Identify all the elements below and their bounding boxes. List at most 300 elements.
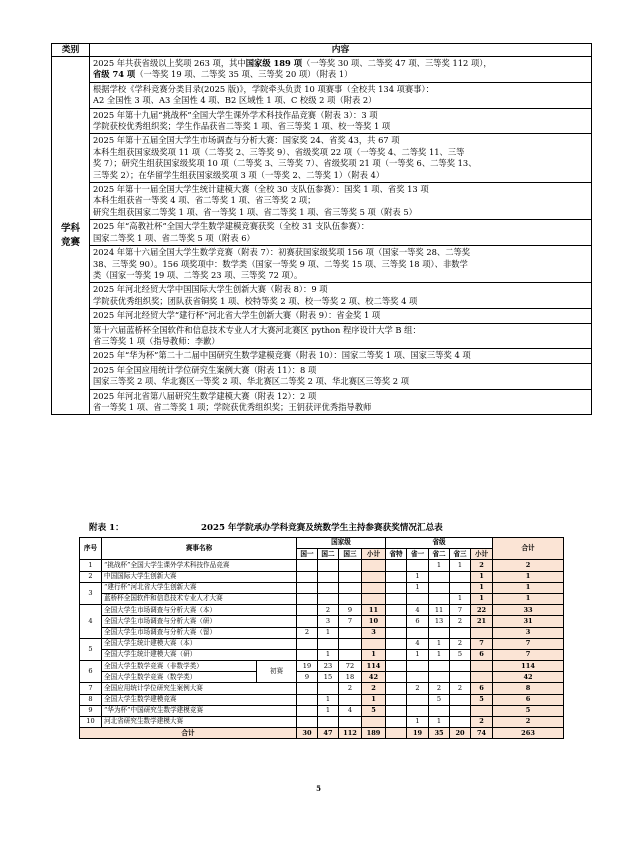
count-cell xyxy=(339,649,362,660)
appendix-title: 2025 年学院承办学科竞赛及统数学生主持参赛获奖情况汇总表 xyxy=(201,523,443,533)
national-header: 国家级 xyxy=(297,538,386,549)
count-cell xyxy=(450,672,471,683)
content-line xyxy=(93,147,588,158)
content-text: 2025 年第十九届“挑战杯”全国大学生课外学术科技作品竞赛（附表 3）：3 项 xyxy=(93,109,378,120)
count-cell: 4 xyxy=(339,705,362,716)
appendix-caption xyxy=(89,521,559,535)
total-count-cell: 35 xyxy=(429,728,450,739)
content-text: 2025 年第十一届全国大学生统计建模大赛（全校 30 支队伍参赛）：国奖 1 项、省奖 13 项 xyxy=(93,184,429,195)
count-cell: 4 xyxy=(407,605,429,616)
count-cell xyxy=(318,560,339,571)
national-subheader: 国二 xyxy=(318,549,339,560)
content-text: 省三等奖 1 项（指导教师：李歉） xyxy=(93,335,220,346)
count-cell: 1 xyxy=(429,560,450,571)
count-cell: 7 xyxy=(471,638,493,649)
table-row xyxy=(80,661,564,672)
competition-name-cell: “建行杯”河北省大学生创新大赛 xyxy=(102,582,297,593)
seq-header: 序号 xyxy=(80,538,102,560)
count-cell: 6 xyxy=(471,683,493,694)
competition-name-cell: 蓝桥杯全国软件和信息技术专业人才大赛 xyxy=(102,593,297,604)
award-summary-table xyxy=(79,537,564,739)
content-text: 国家三等奖 2 项、华北赛区一等奖 2 项、华北赛区二等奖 2 项、华北赛区三等奖 2 项 xyxy=(93,376,410,387)
count-cell: 2 xyxy=(450,616,471,627)
content-table-header-row xyxy=(52,44,592,57)
content-cell xyxy=(90,246,592,283)
table-row xyxy=(80,705,564,716)
content-row xyxy=(52,349,592,363)
summary-header-row-1 xyxy=(80,538,564,549)
content-row xyxy=(52,183,592,220)
content-text: （一等奖 30 项、二等奖 47 项、三等奖 112 项）， xyxy=(302,58,492,68)
content-text: 2025 年“华为杯”第二十二届中国研究生数学建模竞赛（附表 10）：国家二等奖 1 项、国家三等奖 4 项 xyxy=(93,350,471,361)
page-number: 5 xyxy=(316,784,321,793)
count-cell: 3 xyxy=(362,627,386,638)
count-cell xyxy=(297,705,318,716)
count-cell xyxy=(318,683,339,694)
content-text: 2025 年河北经贸大学中国国际大学生创新大赛（附表 8）：9 项 xyxy=(93,284,328,295)
content-line xyxy=(93,233,588,244)
highlight-text: 国家级 189 项 xyxy=(245,58,303,68)
content-text: 省一等奖 1 项、省二等奖 1 项；学院获优秀组织奖；王钥获评优秀指导教师 xyxy=(93,401,372,412)
count-cell: 2 xyxy=(450,638,471,649)
count-cell: 72 xyxy=(339,661,362,672)
count-cell xyxy=(407,560,429,571)
content-line xyxy=(93,296,588,307)
total-row xyxy=(80,728,564,739)
count-cell: 5 xyxy=(429,694,450,705)
count-cell xyxy=(407,627,429,638)
content-row xyxy=(52,309,592,323)
seq-cell: 3 xyxy=(80,582,102,604)
competition-name-cell: 全国大学生市场调查与分析大赛（研） xyxy=(102,616,297,627)
count-cell: 1 xyxy=(407,582,429,593)
count-cell: 114 xyxy=(493,661,564,672)
count-cell: 2 xyxy=(318,605,339,616)
content-line xyxy=(93,365,588,376)
count-cell: 42 xyxy=(362,672,386,683)
count-cell xyxy=(429,672,450,683)
count-cell xyxy=(339,638,362,649)
table-row xyxy=(80,582,564,593)
table-row xyxy=(80,605,564,616)
count-cell: 2 xyxy=(407,683,429,694)
total-header: 合计 xyxy=(493,538,564,560)
content-text: 学院获优秀组织奖；团队获省铜奖 1 项、校特等奖 2 项、校一等奖 2 项、校二等奖 4 项 xyxy=(93,295,418,306)
count-cell: 9 xyxy=(339,605,362,616)
count-cell xyxy=(386,672,407,683)
content-cell xyxy=(90,57,592,83)
count-cell: 1 xyxy=(429,717,450,728)
content-line xyxy=(93,221,588,232)
competition-name-cell: “华为杯”中国研究生数学建模竞赛 xyxy=(102,705,297,716)
table-row xyxy=(80,649,564,660)
count-cell xyxy=(362,582,386,593)
count-cell xyxy=(297,616,318,627)
content-row xyxy=(52,283,592,309)
count-cell: 42 xyxy=(493,672,564,683)
content-line xyxy=(93,391,588,402)
count-cell: 2 xyxy=(471,717,493,728)
highlight-text: 省级 74 项 xyxy=(93,69,136,80)
content-line xyxy=(93,310,588,321)
content-line xyxy=(93,110,588,121)
content-row xyxy=(52,108,592,134)
count-cell xyxy=(450,717,471,728)
content-text: 研究生组获国家二等奖 1 项、省一等奖 1 项、省二等奖 1 项、省三等奖 5 项（附表 5） xyxy=(93,206,417,217)
count-cell xyxy=(429,582,450,593)
content-text: 2025 年第十五届全国大学生市场调查与分析大赛：国家奖 24、省奖 43，共 67 项 xyxy=(93,135,400,146)
count-cell xyxy=(297,593,318,604)
count-cell xyxy=(450,627,471,638)
content-text: 2025 年“高教社杯”全国大学生数学建模竞赛获奖（全校 31 支队伍参赛）： xyxy=(93,221,370,232)
seq-cell: 4 xyxy=(80,605,102,639)
count-cell xyxy=(386,560,407,571)
content-text: 类（国家一等奖 19 项、二等奖 23 项、三等奖 72 项）。 xyxy=(93,269,303,280)
total-count-cell: 19 xyxy=(407,728,429,739)
provincial-subheader: 省二 xyxy=(429,549,450,560)
count-cell xyxy=(450,571,471,582)
content-line xyxy=(93,195,588,206)
count-cell: 3 xyxy=(318,616,339,627)
total-count-cell: 112 xyxy=(339,728,362,739)
content-line xyxy=(93,58,588,69)
count-cell: 6 xyxy=(493,694,564,705)
count-cell xyxy=(318,582,339,593)
count-cell xyxy=(386,649,407,660)
seq-cell: 10 xyxy=(80,717,102,728)
count-cell xyxy=(297,560,318,571)
content-row xyxy=(52,323,592,349)
seq-cell: 9 xyxy=(80,705,102,716)
count-cell: 5 xyxy=(362,705,386,716)
competition-name-cell: 中国国际大学生创新大赛 xyxy=(102,571,297,582)
count-cell xyxy=(318,717,339,728)
count-cell: 4 xyxy=(407,638,429,649)
count-cell xyxy=(339,717,362,728)
content-line xyxy=(93,402,588,413)
count-cell xyxy=(386,627,407,638)
count-cell: 3 xyxy=(493,627,564,638)
count-cell xyxy=(362,571,386,582)
count-cell xyxy=(339,694,362,705)
count-cell: 1 xyxy=(471,593,493,604)
count-cell xyxy=(471,661,493,672)
count-cell xyxy=(297,605,318,616)
count-cell xyxy=(471,627,493,638)
total-count-cell: 263 xyxy=(493,728,564,739)
count-cell xyxy=(450,694,471,705)
appendix-label: 附表 1： xyxy=(89,523,124,533)
content-row xyxy=(52,82,592,108)
content-line xyxy=(93,284,588,295)
competition-name-cell: 全国大学生市场调查与分析大赛（本） xyxy=(102,605,297,616)
count-cell xyxy=(429,661,450,672)
content-row xyxy=(52,220,592,246)
count-cell xyxy=(339,582,362,593)
count-cell: 5 xyxy=(450,649,471,660)
count-cell: 7 xyxy=(493,649,564,660)
content-text: 三等奖 2）；在华留学生组获国家级奖项 3 项（一等奖 2、二等奖 1）（附表 4） xyxy=(93,169,385,180)
count-cell xyxy=(386,694,407,705)
count-cell xyxy=(386,582,407,593)
content-cell xyxy=(90,323,592,349)
table-row xyxy=(80,694,564,705)
count-cell xyxy=(297,717,318,728)
competition-name-cell: 全国大学生市场调查与分析大赛（留） xyxy=(102,627,297,638)
competition-name-cell: 全国大学生数学竞赛（非数学类） xyxy=(102,661,257,672)
content-text: 2025 年河北省第八届研究生数学建模大赛（附表 12）：2 项 xyxy=(93,390,317,401)
content-line xyxy=(93,247,588,258)
count-cell: 13 xyxy=(429,616,450,627)
count-cell: 6 xyxy=(471,649,493,660)
count-cell: 1 xyxy=(407,571,429,582)
content-line xyxy=(93,121,588,132)
count-cell: 11 xyxy=(362,605,386,616)
count-cell xyxy=(471,705,493,716)
count-cell: 1 xyxy=(471,582,493,593)
content-line xyxy=(93,336,588,347)
content-row xyxy=(52,57,592,83)
total-count-cell: 30 xyxy=(297,728,318,739)
count-cell xyxy=(362,638,386,649)
competition-name-cell: 全国大学生数学建模竞赛 xyxy=(102,694,297,705)
count-cell xyxy=(297,694,318,705)
content-line xyxy=(93,69,588,80)
count-cell: 1 xyxy=(493,571,564,582)
content-text: 2025 年共获省级以上奖项 263 项，其中 xyxy=(93,58,246,68)
count-cell: 1 xyxy=(429,649,450,660)
table-row xyxy=(80,672,564,683)
count-cell xyxy=(318,571,339,582)
national-subheader: 国三 xyxy=(339,549,362,560)
count-cell: 8 xyxy=(493,683,564,694)
content-cell xyxy=(90,108,592,134)
content-row xyxy=(52,246,592,283)
count-cell xyxy=(362,560,386,571)
content-row xyxy=(52,134,592,183)
count-cell xyxy=(339,593,362,604)
count-cell xyxy=(429,571,450,582)
count-cell: 5 xyxy=(493,705,564,716)
count-cell xyxy=(297,649,318,660)
name-header: 赛事名称 xyxy=(102,538,297,560)
count-cell xyxy=(297,683,318,694)
count-cell: 1 xyxy=(493,582,564,593)
content-line xyxy=(93,158,588,169)
total-label-cell: 合计 xyxy=(80,728,297,739)
count-cell xyxy=(407,593,429,604)
count-cell: 11 xyxy=(429,605,450,616)
content-line xyxy=(93,207,588,218)
count-cell xyxy=(386,605,407,616)
count-cell: 22 xyxy=(471,605,493,616)
table-row xyxy=(80,627,564,638)
count-cell xyxy=(450,661,471,672)
content-line xyxy=(93,376,588,387)
competition-name-cell: 全国大学生数学竞赛（数学类） xyxy=(102,672,257,683)
total-count-cell: 47 xyxy=(318,728,339,739)
competition-content-table xyxy=(51,43,592,415)
count-cell: 2 xyxy=(493,560,564,571)
total-count-cell: 20 xyxy=(450,728,471,739)
count-cell: 7 xyxy=(493,638,564,649)
count-cell: 2 xyxy=(471,560,493,571)
count-cell xyxy=(362,593,386,604)
count-cell: 1 xyxy=(407,717,429,728)
count-cell xyxy=(297,582,318,593)
count-cell xyxy=(297,571,318,582)
provincial-subheader: 省一 xyxy=(407,549,429,560)
content-line xyxy=(93,84,588,95)
content-line xyxy=(93,95,588,106)
content-text: 第十六届蓝桥杯全国软件和信息技术专业人才大赛河北赛区 python 程序设计大学 B 组： xyxy=(93,324,421,335)
content-line xyxy=(93,259,588,270)
count-cell: 1 xyxy=(318,705,339,716)
provincial-header: 省级 xyxy=(386,538,493,549)
content-cell xyxy=(90,389,592,415)
count-cell: 1 xyxy=(318,694,339,705)
count-cell xyxy=(407,661,429,672)
table-row xyxy=(80,717,564,728)
content-line xyxy=(93,325,588,336)
count-cell: 2 xyxy=(297,627,318,638)
count-cell xyxy=(386,661,407,672)
count-cell: 31 xyxy=(493,616,564,627)
count-cell: 19 xyxy=(297,661,318,672)
content-text: （一等奖 19 项、二等奖 35 项、三等奖 20 项）（附表 1） xyxy=(135,69,353,80)
content-text: 2025 年全国应用统计学位研究生案例大赛（附表 11）：8 项 xyxy=(93,364,317,375)
count-cell: 1 xyxy=(407,649,429,660)
content-cell xyxy=(90,309,592,323)
seq-cell: 1 xyxy=(80,560,102,571)
count-cell: 1 xyxy=(429,638,450,649)
competition-name-cell: 全国大学生统计建模大赛（本） xyxy=(102,638,297,649)
count-cell xyxy=(339,571,362,582)
count-cell: 18 xyxy=(339,672,362,683)
competition-name-cell: “挑战杯”全国大学生课外学术科技作品竞赛 xyxy=(102,560,297,571)
content-cell xyxy=(90,82,592,108)
competition-name-cell: 河北省研究生数学建模大赛 xyxy=(102,717,297,728)
count-cell xyxy=(429,593,450,604)
count-cell: 1 xyxy=(450,560,471,571)
content-cell xyxy=(90,349,592,363)
content-text: A2 全国性 3 项、A3 全国性 4 项、B2 区域性 1 项、C 校级 2 项（附表 2） xyxy=(93,95,377,106)
content-text: 本科生组获国家级奖项 11 项（二等奖 2、三等奖 9）、省级奖项 22 项（一等奖 4、二等奖 11、三等 xyxy=(93,146,465,157)
count-cell xyxy=(471,672,493,683)
count-cell xyxy=(297,638,318,649)
content-text: 学院获校优秀组织奖；学生作品获省二等奖 1 项、省三等奖 1 项、校一等奖 1 项 xyxy=(93,121,391,132)
provincial-subheader: 小计 xyxy=(471,549,493,560)
count-cell xyxy=(339,627,362,638)
count-cell xyxy=(450,705,471,716)
count-cell: 1 xyxy=(362,649,386,660)
category-header: 类别 xyxy=(52,44,90,57)
count-cell: 7 xyxy=(450,605,471,616)
count-cell xyxy=(386,593,407,604)
count-cell: 2 xyxy=(450,683,471,694)
count-cell: 2 xyxy=(493,717,564,728)
category-cell: 学科 竞赛 xyxy=(52,57,90,415)
content-text: 本科生组获省一等奖 4 项、省二等奖 1 项、省三等奖 2 项； xyxy=(93,195,316,206)
content-line xyxy=(93,170,588,181)
count-cell xyxy=(386,638,407,649)
content-line xyxy=(93,135,588,146)
content-cell xyxy=(90,363,592,389)
provincial-subheader: 省三 xyxy=(450,549,471,560)
count-cell xyxy=(429,705,450,716)
content-header: 内容 xyxy=(90,44,592,57)
table-row xyxy=(80,593,564,604)
count-cell xyxy=(407,694,429,705)
count-cell xyxy=(318,638,339,649)
total-count-cell xyxy=(386,728,407,739)
count-cell: 114 xyxy=(362,661,386,672)
competition-name-cell: 全国应用统计学位研究生案例大赛 xyxy=(102,683,297,694)
content-row xyxy=(52,363,592,389)
content-cell xyxy=(90,183,592,220)
competition-name-cell: 全国大学生统计建模大赛（研） xyxy=(102,649,297,660)
seq-cell: 5 xyxy=(80,638,102,660)
table-row xyxy=(80,638,564,649)
count-cell: 10 xyxy=(362,616,386,627)
content-row xyxy=(52,389,592,415)
count-cell: 15 xyxy=(318,672,339,683)
seq-cell: 7 xyxy=(80,683,102,694)
content-text: 奖 7）；研究生组获国家级奖项 10 项（二等奖 3、三等奖 7）、省级奖项 21 项（一等奖 6、二等奖 13、 xyxy=(93,158,477,169)
total-count-cell: 189 xyxy=(362,728,386,739)
provincial-subheader: 省特 xyxy=(386,549,407,560)
count-cell xyxy=(407,672,429,683)
count-cell xyxy=(386,616,407,627)
content-line xyxy=(93,184,588,195)
count-cell: 1 xyxy=(493,593,564,604)
count-cell: 1 xyxy=(450,593,471,604)
round-note-cell: 初赛 xyxy=(257,661,297,683)
count-cell xyxy=(429,627,450,638)
seq-cell: 8 xyxy=(80,694,102,705)
count-cell: 9 xyxy=(297,672,318,683)
content-text: 38、三等奖 90）。156 项奖项中：数学类（国家一等奖 9 项、二等奖 15 项、三等奖 18 项）、非数学 xyxy=(93,258,468,269)
content-line xyxy=(93,270,588,281)
count-cell: 6 xyxy=(407,616,429,627)
seq-cell: 6 xyxy=(80,661,102,683)
count-cell: 1 xyxy=(471,571,493,582)
national-subheader: 国一 xyxy=(297,549,318,560)
count-cell: 5 xyxy=(471,694,493,705)
count-cell xyxy=(339,560,362,571)
count-cell: 1 xyxy=(318,627,339,638)
table-row xyxy=(80,616,564,627)
content-cell xyxy=(90,220,592,246)
count-cell xyxy=(386,717,407,728)
count-cell: 7 xyxy=(339,616,362,627)
count-cell: 1 xyxy=(318,649,339,660)
count-cell xyxy=(386,683,407,694)
content-cell xyxy=(90,134,592,183)
count-cell: 2 xyxy=(429,683,450,694)
count-cell xyxy=(407,705,429,716)
count-cell xyxy=(318,593,339,604)
count-cell xyxy=(386,705,407,716)
content-text: 2025 年河北经贸大学“建行杯”河北省大学生创新大赛（附表 9）：省金奖 1 项 xyxy=(93,310,381,321)
count-cell xyxy=(450,582,471,593)
count-cell: 23 xyxy=(318,661,339,672)
content-line xyxy=(93,350,588,361)
content-text: 根据学校《学科竞赛分类目录(2025 版)》，学院牵头负责 10 项赛事（全校共 134 项赛事）： xyxy=(93,83,434,94)
content-text: 2024 年第十六届全国大学生数学竞赛（附表 7）：初赛获国家级奖项 156 项（国家一等奖 28、二等奖 xyxy=(93,247,471,258)
table-row xyxy=(80,683,564,694)
content-cell xyxy=(90,283,592,309)
